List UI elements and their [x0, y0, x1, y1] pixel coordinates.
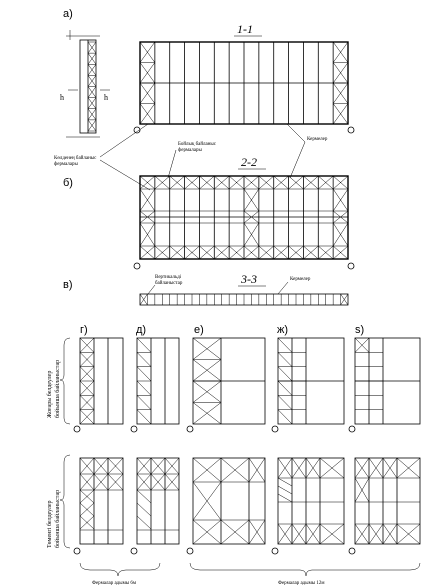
section-label-2-2: 2-2 [241, 155, 257, 169]
frame-rect [193, 458, 265, 544]
member-line [278, 486, 292, 494]
column-marker [187, 548, 193, 554]
leader-line [100, 124, 148, 157]
leader-line [100, 160, 150, 190]
label-transverse-trusses-2: фермалары [54, 162, 78, 167]
member-line [137, 338, 151, 352]
roof-plan-a [140, 42, 348, 124]
frame-rect [80, 458, 123, 544]
member-line [137, 503, 151, 516]
column-marker [348, 263, 354, 269]
member-line [278, 395, 292, 409]
panel-label-d: д) [136, 324, 147, 336]
column-marker [349, 426, 355, 432]
end-elevation-truss [66, 30, 110, 137]
label-bottom-chord-bracing-1: Төменгі белдеулер [47, 500, 53, 548]
column-marker [134, 263, 140, 269]
panel-label-s: s) [355, 324, 365, 336]
label-longitudinal-trusses-1: Бойлық байланыс [178, 142, 216, 147]
member-line [137, 381, 151, 395]
label-vertical-ties-1: Вертикальді [155, 275, 182, 280]
column-marker [187, 426, 193, 432]
column-marker [131, 548, 137, 554]
section-label-3-3: 3-3 [241, 272, 257, 286]
column-marker [131, 426, 137, 432]
member-line [278, 410, 292, 424]
column-marker [74, 426, 80, 432]
member-line [278, 381, 292, 395]
member-line [137, 410, 151, 424]
brace-bracket [60, 455, 70, 548]
label-girders: Кермелер [307, 137, 328, 142]
leader-line [290, 142, 305, 178]
roof-plan-b [140, 176, 348, 259]
panel-label-e: е) [194, 324, 204, 336]
longitudinal-section-v [140, 294, 348, 305]
leader-line [148, 285, 155, 294]
leader-line [287, 124, 305, 142]
member-line [278, 367, 292, 381]
label-top-chord-bracing-2: бойынша байланыстар [55, 359, 61, 418]
member-line [137, 516, 151, 529]
label-girders-v: Кермелер [290, 277, 311, 282]
dim-h-left: h [60, 93, 64, 102]
upper-chord-bracing-schemes [74, 338, 420, 432]
label-bottom-chord-bracing-2: бойынша байланыстар [55, 489, 61, 548]
bottom-bracket-6m [80, 563, 160, 576]
section-label-1-1: 1-1 [237, 22, 253, 36]
panel-label-v: в) [63, 279, 73, 291]
column-marker [272, 548, 278, 554]
label-top-chord-bracing-1: Жоғары белдеулер [47, 370, 53, 418]
panel-label-g: г) [80, 324, 88, 336]
member-line [278, 338, 292, 352]
leader-line [278, 282, 288, 294]
member-line [278, 478, 292, 486]
caption-truss-step-6m: Фермалар адымы 6м [92, 581, 137, 586]
label-transverse-trusses-1: Көлденең байланыс [54, 156, 97, 161]
caption-truss-step-12m: Фермалар адымы 12м [278, 581, 325, 586]
panel-label-zh: ж) [277, 324, 289, 336]
leader-line [168, 150, 176, 178]
panel-label-a: а) [63, 8, 73, 20]
brace-bracket [60, 338, 70, 424]
column-marker [74, 548, 80, 554]
member-line [278, 494, 292, 502]
column-marker [349, 548, 355, 554]
label-vertical-ties-2: байланыстар [155, 281, 183, 286]
column-marker [272, 426, 278, 432]
label-longitudinal-trusses-2: фермалары [178, 148, 202, 153]
member-line [137, 352, 151, 366]
lower-chord-bracing-schemes [74, 458, 420, 554]
member-line [137, 367, 151, 381]
member-line [137, 490, 151, 503]
column-marker [348, 127, 354, 133]
frame-rect [355, 458, 420, 544]
panel-label-b: б) [63, 177, 73, 189]
frame-rect [137, 458, 179, 544]
dim-h-right: h [104, 93, 108, 102]
member-line [278, 352, 292, 366]
member-line [137, 395, 151, 409]
bottom-bracket-12m [190, 563, 420, 576]
